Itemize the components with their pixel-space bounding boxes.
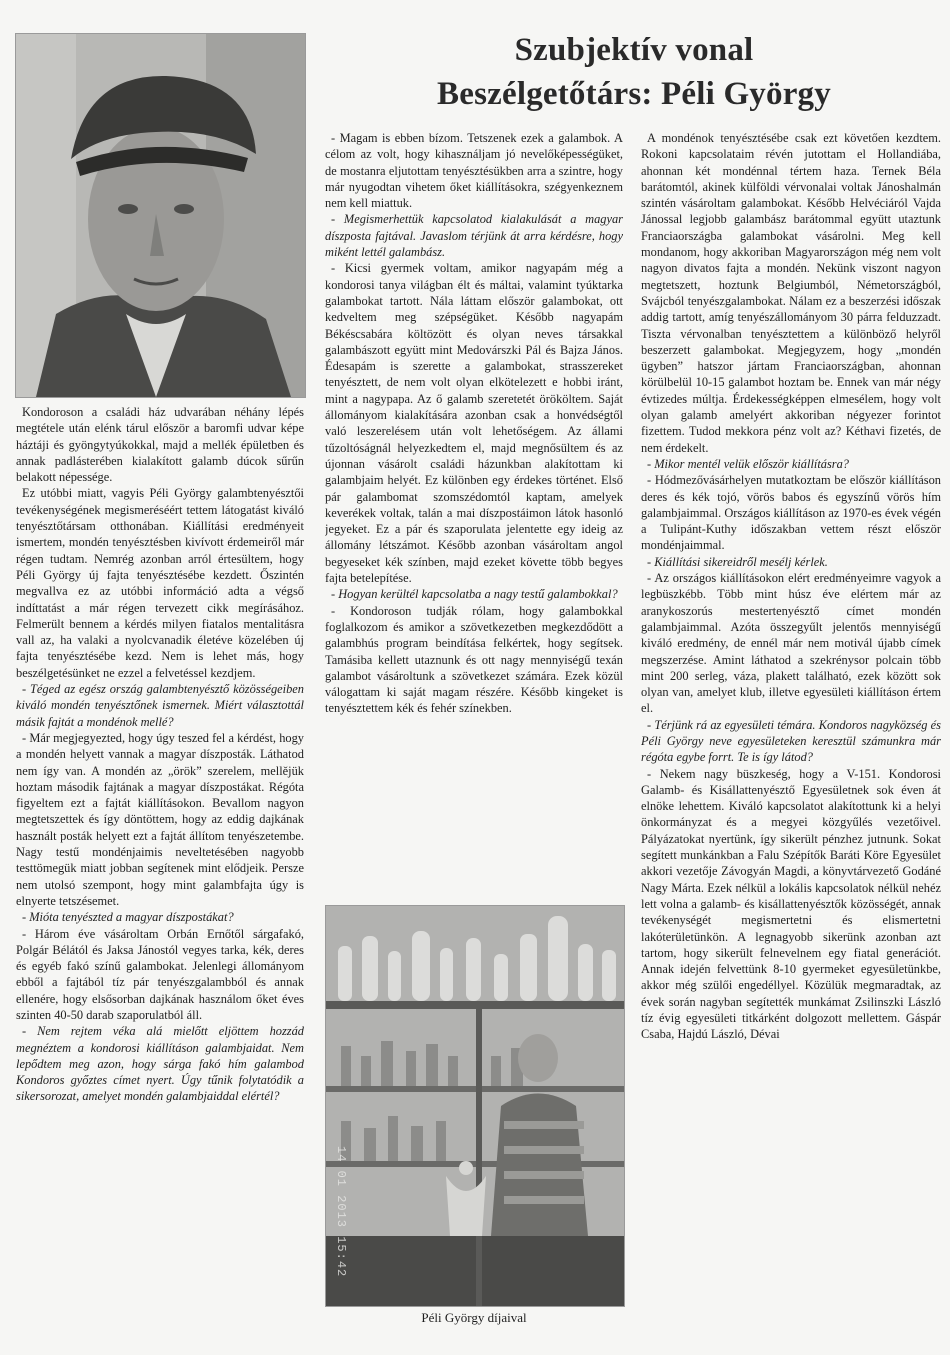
interview-question: - Hogyan kerültél kapcsolatba a nagy testű galambokkal?: [331, 587, 618, 602]
photo-caption: Péli György díjaival: [421, 1310, 527, 1325]
interview-answer: - Három éve vásároltam Orbán Ernőtől sárgafakó, Polgár Bélától és Jaksa Jánostól vegyes tarka, kék, deres és egyéb fakó színű galambokat. Jelenlegi állományom ebből a fajtából tíz pár tenyészgalambból és annak ellenére, hogy elsősorban dajkának használom őket éves szinten 40-50 darab szaporulatból áll.: [16, 926, 304, 1022]
interview-answer: - Magam is ebben bízom. Tetszenek ezek a galambok. A célom az volt, hogy kihasználjam jó nevelőképességüket, de mostanra eljutottam tenyésztésükben arra a szintre, hogy már nyugodtan vihetem őket kiállításokra, szégyenkeznem nem kell miattuk.: [325, 131, 623, 211]
interview-answer: - Már megjegyezted, hogy úgy teszed fel a kérdést, hogy a mondén helyett vannak a magyar díszposták. Láthatod nem így van. A mondén az „örök” szerelem, mellějük hoztam második fajtának a magyar díszpostákat. Régóta figyeltem ezt a fajtát kiállításokon. Bevallom nagyon megtetszettek és így döntöttem, hogy az eddig dajkának használt posták helyett ezt a fajtát állítom tenyészetembe. Nagy testű mondénjaimis neveltetésében nagyobb testtömegük miatt jobban segítenek mint elődjeik. Persze nem utolsó szempont, hogy mint galambfajta úgy is elnyerte tetszésemet.: [16, 730, 304, 908]
article-column-2: [325, 130, 623, 900]
portrait-photo-drawing: [16, 34, 305, 397]
trophies-photo: [325, 905, 625, 1307]
paragraph: Ez utóbbi miatt, vagyis Péli György galambtenyésztői tevékenységének megismeréséért tettem látogatást kiváló tenyésztőtársam otthonában. Kiállítási eredményeit ismertem, mondén tenyésztésben kivívott érdemeiről már régen tudtam. Nemrég azonban arról értesültem, hogy Péli György új fajta tenyésztésébe kezdett. Őszintén megvallva ez az utóbbi információ adta a végső indíttatást a már régen tervezett cikk megírásához. Felmerült bennem a kérdés milyen fiatalos mentalitásra vall az, ha valaki a nyolcvanadik életéve közelében új fajta tenyésztésébe kezd. Nem is lehet más, hogy beszélgetésünket ne ezzel a felvetéssel kezdjem.: [16, 486, 304, 680]
paragraph: Kondoroson a családi ház udvarában néhány lépés megtétele után elénk tárul először a baromfi udvar képe háztáji és gyöngytyúkokkal, majd a mellék épületben és annak padlásterében kialakított galamb dúcok sűrűn belakott népessége.: [16, 405, 304, 485]
date-stamp: 14 01 2013 15:42: [334, 1146, 348, 1278]
article-title: Szubjektív vonal: [514, 32, 754, 68]
interview-answer: - Kondoroson tudják rólam, hogy galambokkal foglalkozom és amikor a szövetkezetben megkezdődött a galambhús program beindítása felkértek, hogy segítsek. Tamásiba kellett utaznunk és ott nagy mennyiségű texán galambot vásároltunk a szövetkezet számára. Ezek közül válogattam ki saját magam részére. Később kingeket is tenyésztettem kék és fehér színekben.: [325, 603, 623, 716]
interview-question: - Nem rejtem véka alá mielőtt eljöttem hozzád megnéztem a kondorosi kiállításon galambjaidat. Nem lepődtem meg azon, hogy sárga fakó hím galambod Kondoros győztes címet nyert. Úgy tűnik folytatódik a sikersorozat, amelyet mondén galambjaiddal elértél?: [16, 1024, 304, 1104]
interview-question: - Téged az egész ország galambtenyésztő közösségeiben kiváló mondén tenyésztőnek ismernek. Miért választottál másik fajtát a mondénok mellé?: [16, 682, 304, 729]
interview-answer: - Kicsi gyermek voltam, amikor nagyapám még a kondorosi tanya világban élt és máltai, valamint tyúktarka galambokat tartott. Nála láttam először galambokat, ott kedveltem meg szépségüket. Később nagyapám Békéscsabára költözött és olyan neves társakkal galambászott együtt mint Medovárszki Pál és Bajza János. Édesapám is szerette a galambokat, strasszereket tenyésztett, de nem volt olyan elkötelezett e hobbi iránt, mint a nagypapa. Az ő galamb szeretetét örököltem. Saját állományom kialakítására azonban csak a honvédségtől való leszerelésem után volt lehetőségem. Az állami tűzoltóságnál helyezkedtem el, majd megnősültem és az újonnan vásárolt családi házunkban alakítottam ki galambjaim helyét. Ez különben egy érdekes történet. Első pár galambomat szomszédomtól kaptam, amelyek keverékek voltak, talán a mai díszpostáimon látok hasonló jegyeket. Ez a pár és szaporulata jelentette egy ideig az állomány létszámot. Később azonban vásároltam angol begyeseket kék színben, majd ezeket követte több begyes fajta betelepítése.: [325, 261, 623, 586]
portrait-photo: [15, 33, 306, 398]
interview-question: - Mióta tenyészted a magyar díszpostákat?: [22, 910, 234, 925]
interview-question: - Kiállítási sikereidről mesélj kérlek.: [647, 554, 828, 569]
interview-question: - Mikor mentél velük először kiállításra?: [647, 456, 849, 471]
trophies-photo-drawing: [326, 906, 624, 1306]
article-subtitle: Beszélgetőtárs: Péli György: [437, 76, 831, 112]
interview-answer: - Az országos kiállításokon elért eredményeimre vagyok a legbüszkébb. Több mint húsz éve elértem már az aranykoszorús mestertenyésztő címet mondén galambjaimmal. Azóta összegyűlt jelentős mennyiségű kiváló eredmény, de ennél már nem motivál újabb címek megszerzése. Amint láthatod a szekrénysor polcain több mint 200 serleg, váza, plakett található, ezek között sok olyan van, amelyet klub, illetve egyesületi kiállításon értem el.: [641, 571, 941, 716]
interview-answer: A mondénok tenyésztésébe csak ezt követően kezdtem. Rokoni kapcsolataim révén jutottam el Hollandiába, ahonnan két mondénnal tértem haza. Ternek Béla barátomtól, akinek külföldi vérvonalai voltak Jánoshalmán szintén vásároltam galambokat. Később Helvéciáról Vajda Jánossal legjobb galambász barátommal együtt utaztunk Franciaországba galambokat vásárolni. Meg kell mondanom, hogy akkoriban Magyarországon még nem volt nagyon divatos fajta a mondén. Nekünk viszont nagyon megtetszett, hoztunk Belgiumból, Németországból, Svájcból tenyészgalambokat. Nálam ez a beszerzési időszak addig tartott, amíg tenyészállományom 30 párra felduzzadt. Tiszta vérvonalban tenyésztettem a különböző helyről beszerzett galambokat. Megjegyzem, hogy „mondén ügyben” hatszor jártam Franciaországban, ahonnan körülbelül 10-15 galambot hoztam be. Ennek van már négy évtizedes múltja. Érdekességképpen elmesélem, hogy volt olyan galamb amelyért akkoriban négyezer forintot fizettem. Tudod mekkora pénz volt az? Kéthavi fizetés, de nem érdekelt.: [641, 131, 941, 455]
interview-question: - Térjünk rá az egyesületi témára. Kondoros nagyközség és Péli György neve egyesületeken keresztül számunkra már régóta egybe forrt. Te is így látod?: [641, 717, 941, 765]
interview-answer: - Hódmezővásárhelyen mutatkoztam be először kiállításon deres és kék tojó, vörös babos és egyszínű vörös hím galambjaimmal. Országos kiállításon az 1970-es évek végén a Tulipánt-Kuthy időszakban vettem részt először mondénjaimmal.: [641, 473, 941, 553]
article-column-3: [641, 130, 941, 1350]
interview-question: - Megismerhettük kapcsolatod kialakulását a magyar díszposta fajtával. Javaslom térjünk át arra kérdésre, hogy miként lettél galambász.: [325, 212, 623, 260]
interview-answer: - Nekem nagy büszkeség, hogy a V-151. Kondorosi Galamb- és Kisállattenyésztő Egyesületnek sok éven át elnöke lehettem. Kiváló kapcsolatot alakítottunk ki a helyi önkormányzat és a megyei közgyűlés vezetőivel. Pályázatokat nyertünk, így sikerült pénzhez jutnunk. Sokat segített munkánkban a Falu Szépítők Baráti Köre Egyesület akkori vezetője Závogyán Magdi, a könyvtárvezető Godáné Nagy Márta. Ezek nélkül a lokális kapcsolatok nélkül nehéz lett volna a galamb- és kisállattenyésztők közösségét, annak tevékenységét megismertetni és elismertetni lakóterületünkön. A legnagyobb sikerünk azonban azt tartom, hogy sikerült felnevelnem egy fiatal generációt. Annak idején felvettünk 8-10 gyermeket egyesületünkbe, akkor még szülői engedéllyel. Közülük megmaradtak, az évek során nagyban segítették munkámat Zsilinszki László tíz évig egyesületi titkárként dolgozott mellettem. Gáspár Csaba, Hajdú László, Dévai: [641, 766, 941, 1042]
article-column-1: [16, 404, 304, 1349]
